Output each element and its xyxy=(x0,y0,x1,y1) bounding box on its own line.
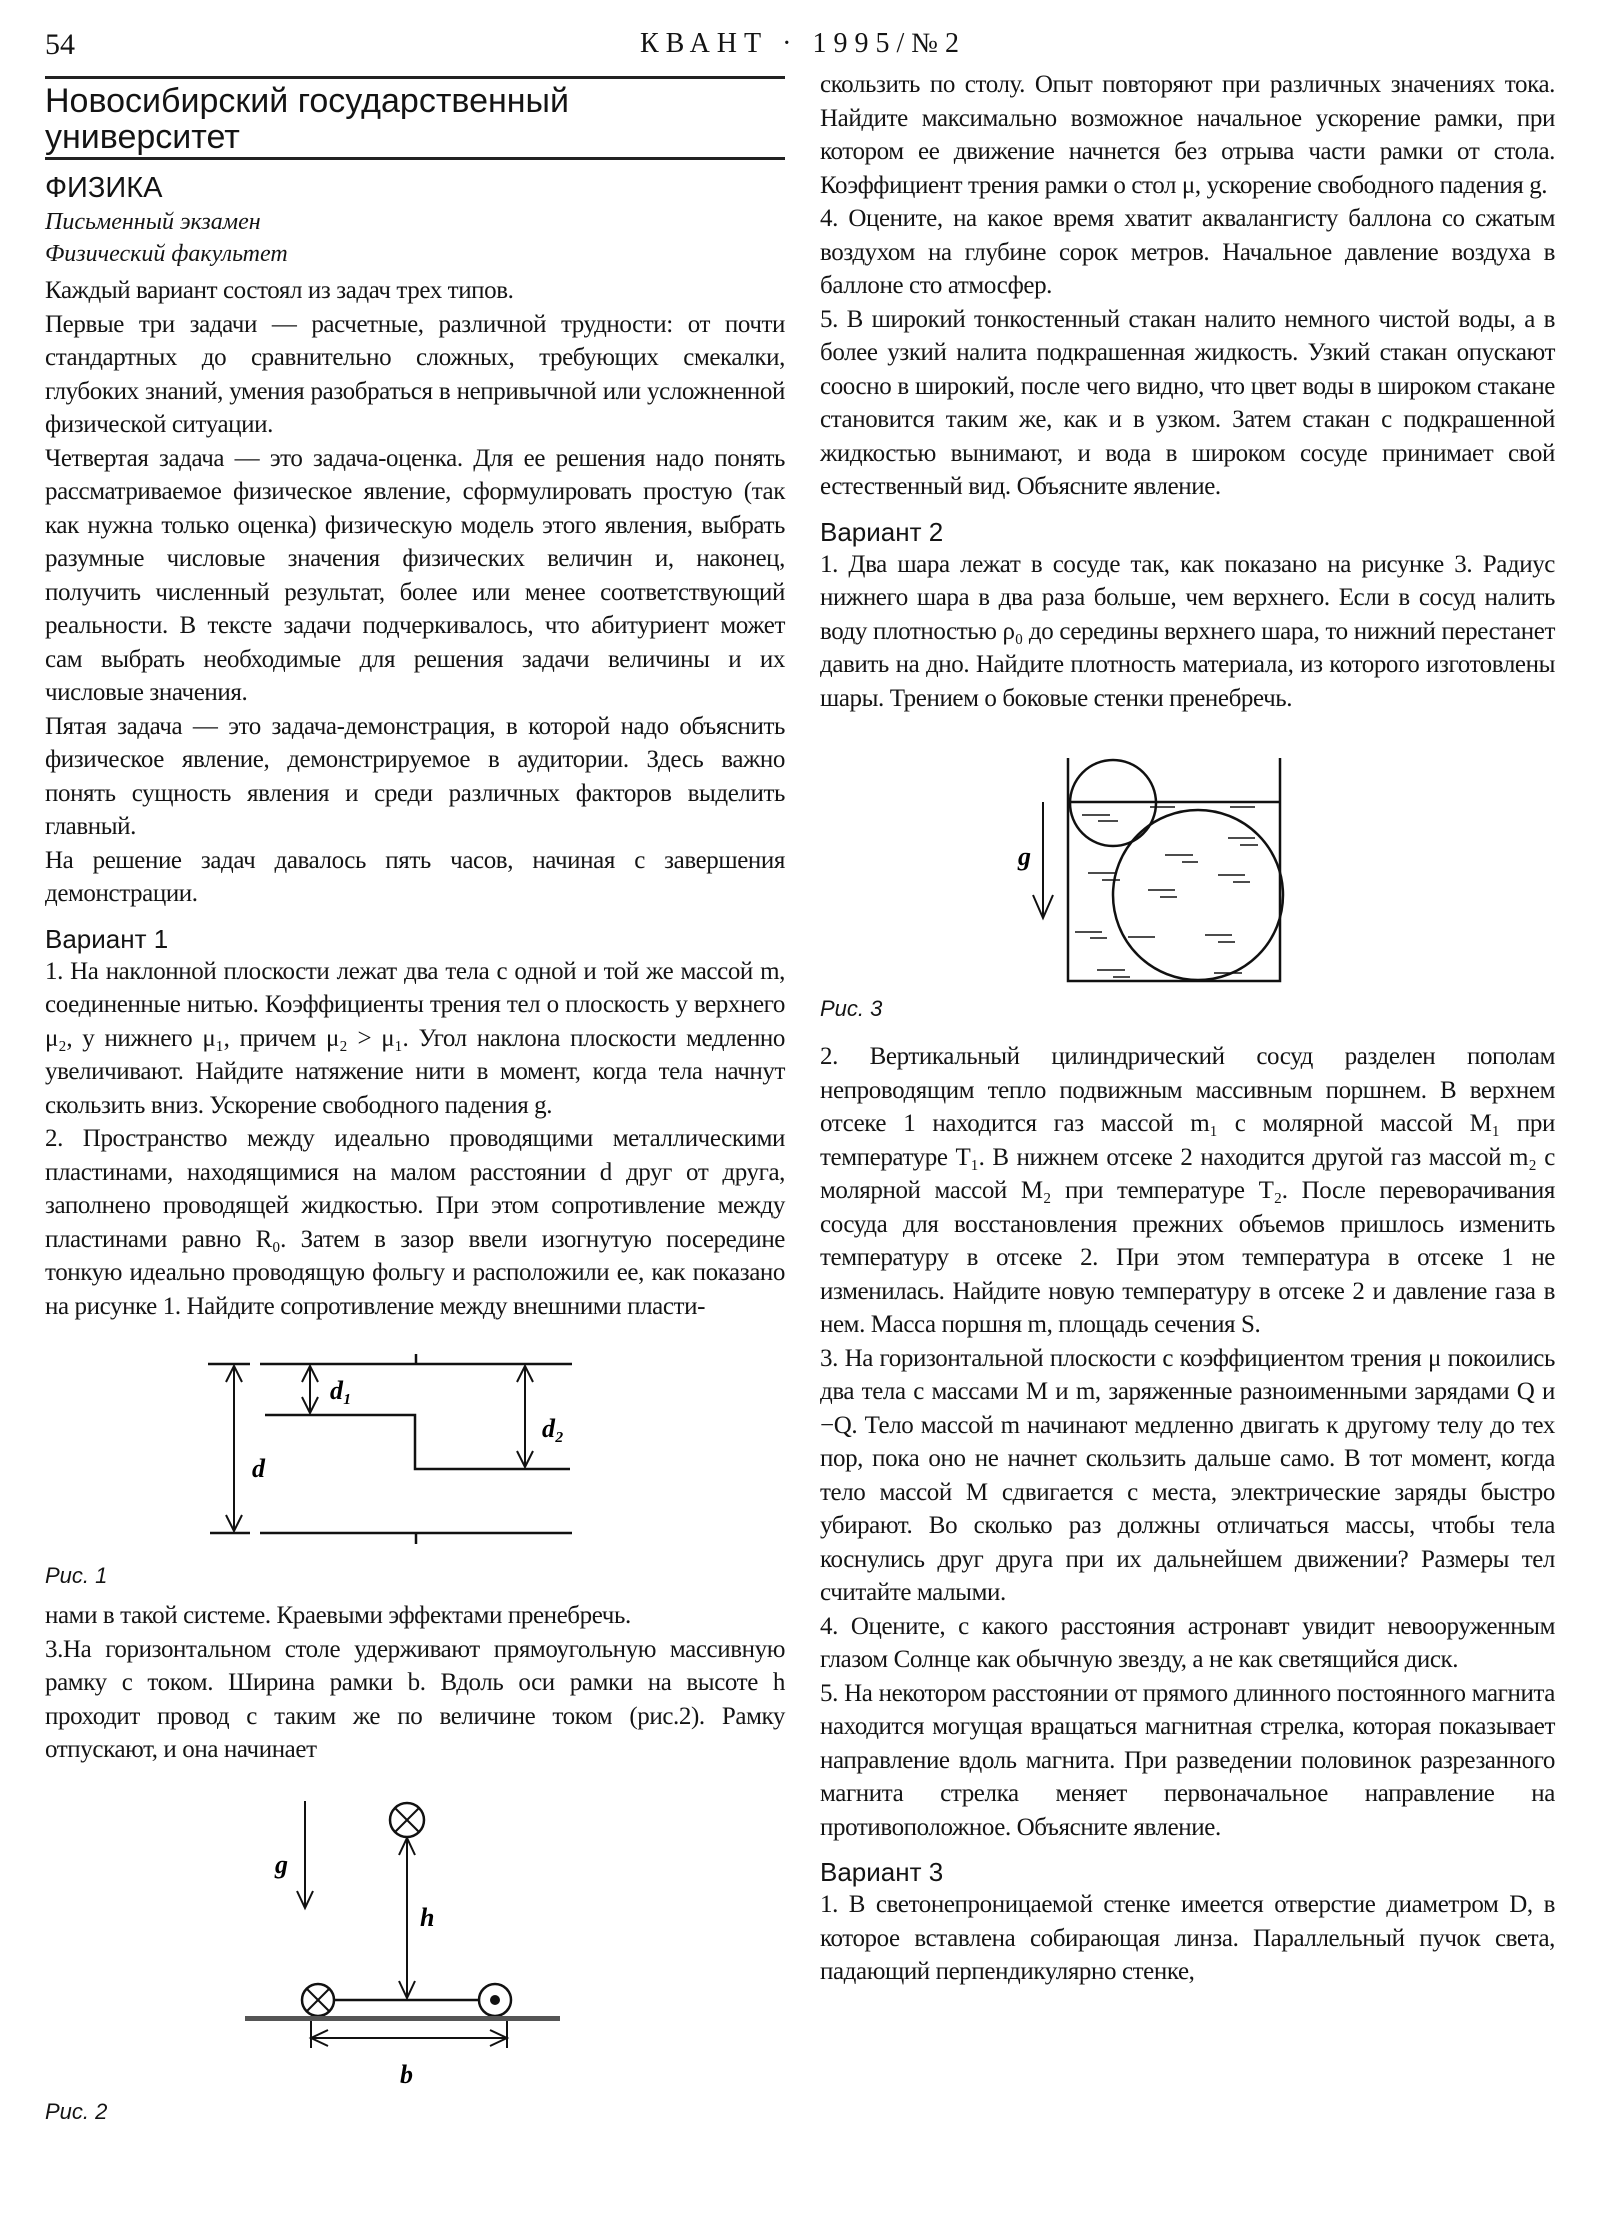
paragraph: Первые три задачи — расчетные, различной трудности: от почти стандартных до сравнительно сложных, требующих смекалки, глубоких знаний, умения разобраться в непривычной или усложненной физической ситуации. xyxy=(45,310,785,438)
variant1-heading: Вариант 1 xyxy=(45,923,169,954)
label-g: g xyxy=(275,1849,288,1879)
label-b: b xyxy=(400,2059,413,2089)
paragraph: Четвертая задача — это задача-оценка. Для ее решения надо понять рассматриваемое физическое явление, сформулировать простую (так как нужна только оценка) физическую модель этого явления, выбрать разумные числовые значения физических величин и, наконец, получить численный результат, более или менее соответствующий реальности. В тексте задачи подчеркивалось, что абитуриент может сам выбрать необходимые для решения задачи величины и их числовые значения. xyxy=(45,444,785,706)
problem-5: 5. В широкий тонкостенный стакан налито немного чистой воды, а в более узкий налита подкрашенная жидкость. Узкий стакан опускают соосно в широкий, после чего видно, что цвет воды в широком стакане становится таким же, как и в узком. Затем стакан с подкрашенной жидкостью вынимают, и вода в широком сосуде принимает свой естественный вид. Объясните явление. xyxy=(820,305,1555,500)
problem-2-cont: нами в такой системе. Краевыми эффектами пренебречь. xyxy=(45,1602,631,1629)
paragraph: Пятая задача — это задача-демонстрация, в которой надо объяснить физическое явление, демонстрируемое в аудитории. Здесь важно понять сущность явления и среди различных факторов выделить главный. xyxy=(45,712,785,840)
problem-3-cont: скользить по столу. Опыт повторяют при различных значениях тока. Найдите максимально возможное начальное ускорение рамки, при котором ее движение начнется без отрыва части рамки от стола. Коэффициент трения рамки о стол μ, ускорение свободного падения g. xyxy=(820,71,1555,199)
variant1-problems xyxy=(45,955,785,1324)
problem-5: 5. На некотором расстоянии от прямого длинного постоянного магнита находится могущая вращаться магнитная стрелка, которая показывает направление вдоль магнита. При разведении половинок разрезанного магнита стрелка меняет первоначальное направление на противоположное. Объясните явление. xyxy=(820,1679,1555,1841)
label-d2: d₂ xyxy=(542,1414,565,1443)
article-title-line: Новосибирский государственный xyxy=(45,82,569,120)
variant1-problems-right xyxy=(820,68,1555,504)
problem-2: 2. Пространство между идеально проводящими металлическими пластинами, находящимися на малом расстоянии d друг от друга, заполнено проводящей жидкостью. При этом сопротивление между пластинами равно R₀. Затем в зазор ввели изогнутую посередине тонкую идеально проводящую фольгу и расположили ее, как показано на рисунке 1. Найдите сопротивление между внешними пласти- xyxy=(45,1125,785,1320)
title-rule-bottom xyxy=(45,157,785,160)
variant3-problems xyxy=(820,1888,1555,1989)
faculty: Физический факультет xyxy=(45,241,288,267)
problem-1: 1. На наклонной плоскости лежат два тела с одной и той же массой m, соединенные нитью. Коэффициенты трения тел о плоскость у верхнего μ₂, у нижнего μ₁, причем μ₂ > μ₁. Угол наклона плоскости медленно увеличивают. Найдите натяжение нити в момент, когда тела начнут скользить вниз. Ускорение свободного падения g. xyxy=(45,957,785,1119)
label-d1: d₁ xyxy=(330,1376,353,1405)
figure-1-diagram xyxy=(180,1337,600,1557)
intro-text xyxy=(45,274,785,911)
variant3-heading: Вариант 3 xyxy=(820,1857,944,1887)
variant2-problem-1 xyxy=(820,548,1555,716)
figure-3-caption: Рис. 3 xyxy=(820,996,883,1021)
problem-2: 2. Вертикальный цилиндрический сосуд разделен пополам непроводящим тепло подвижным массивным поршнем. В верхнем отсеке 1 находится газ массой m₁ с молярной массой M₁ при температуре T₁. В нижнем отсеке 2 находится другой газ массой m₂ с молярной массой M₂ при температуре T₂. После переворачивания сосуда для восстановления прежних объемов пришлось изменить температуру в отсеке 2. При этом температура в отсеке 1 не изменилась. Найдите новую температуру в отсеке 2 и давление газа в нем. Масса поршня m, площадь сечения S. xyxy=(820,1043,1555,1338)
label-g: g xyxy=(1018,842,1031,871)
variant2-heading: Вариант 2 xyxy=(820,516,944,547)
paragraph: На решение задач давалось пять часов, начиная с завершения демонстрации. xyxy=(45,846,785,907)
label-h: h xyxy=(420,1902,435,1932)
title-rule-top xyxy=(45,76,785,79)
variant2-problems xyxy=(820,1040,1555,1844)
problem-4: 4. Оцените, с какого расстояния астронавт увидит невооруженным глазом Солнце как обычную звезду, а не как светящийся диск. xyxy=(820,1612,1555,1673)
page-number: 54 xyxy=(45,28,75,61)
paragraph: Каждый вариант состоял из задач трех типов. xyxy=(45,277,514,304)
problem-1: 1. В светонепроницаемой стенке имеется отверстие диаметром D, в которое вставлена собирающая линза. Параллельный пучок света, падающий перпендикулярно стенке, xyxy=(820,1891,1555,1985)
figure-3-diagram xyxy=(1000,745,1300,990)
right-column xyxy=(820,68,1555,1989)
article-title-line: университет xyxy=(45,118,240,156)
exam-type: Письменный экзамен xyxy=(45,209,261,235)
left-column xyxy=(45,76,785,2135)
variant1-problems-cont xyxy=(45,1599,785,1767)
figure-2-caption: Рис. 2 xyxy=(45,2098,108,2124)
label-d: d xyxy=(252,1454,265,1483)
problem-1: 1. Два шара лежат в сосуде так, как показано на рисунке 3. Радиус нижнего шара в два раза больше, чем верхнего. Если в сосуд налить воду плотностью ρ₀ до середины верхнего шара, то нижний перестанет давить на дно. Найдите плотность материала, из которого изготовлены шары. Трением о боковые стенки пренебречь. xyxy=(820,550,1555,712)
figure-1-caption: Рис. 1 xyxy=(45,1563,108,1588)
subject-heading: ФИЗИКА xyxy=(45,172,163,204)
article-title xyxy=(45,83,785,155)
problem-4: 4. Оцените, на какое время хватит аквалангисту баллона со сжатым воздухом на глубине сорок метров. Начальное давление воздуха в баллоне сто атмосфер. xyxy=(820,205,1555,299)
problem-3: 3. На горизонтальной плоскости с коэффициентом трения μ покоились два тела с массами M и m, заряженные разноименными зарядами Q и −Q. Тело массой m начинают медленно двигать к другому телу до тех пор, пока оно не начнет скользить дальше само. В тот момент, когда тело массой M сдвигается с места, электрические заряды быстро убирают. Во сколько раз должны отличаться массы, чтобы тела коснулись друг друга при их дальнейшем движении? Размеры тел считайте малыми. xyxy=(820,1344,1555,1606)
running-head: КВАНТ · 1995/№2 xyxy=(640,28,966,59)
problem-3: 3.На горизонтальном столе удерживают прямоугольную массивную рамку с током. Ширина рамки b. Вдоль оси рамки на высоте h проходит провод с таким же по величине током (рис.2). Рамку отпускают, и она начинает xyxy=(45,1635,785,1763)
figure-2-diagram xyxy=(230,1783,580,2093)
